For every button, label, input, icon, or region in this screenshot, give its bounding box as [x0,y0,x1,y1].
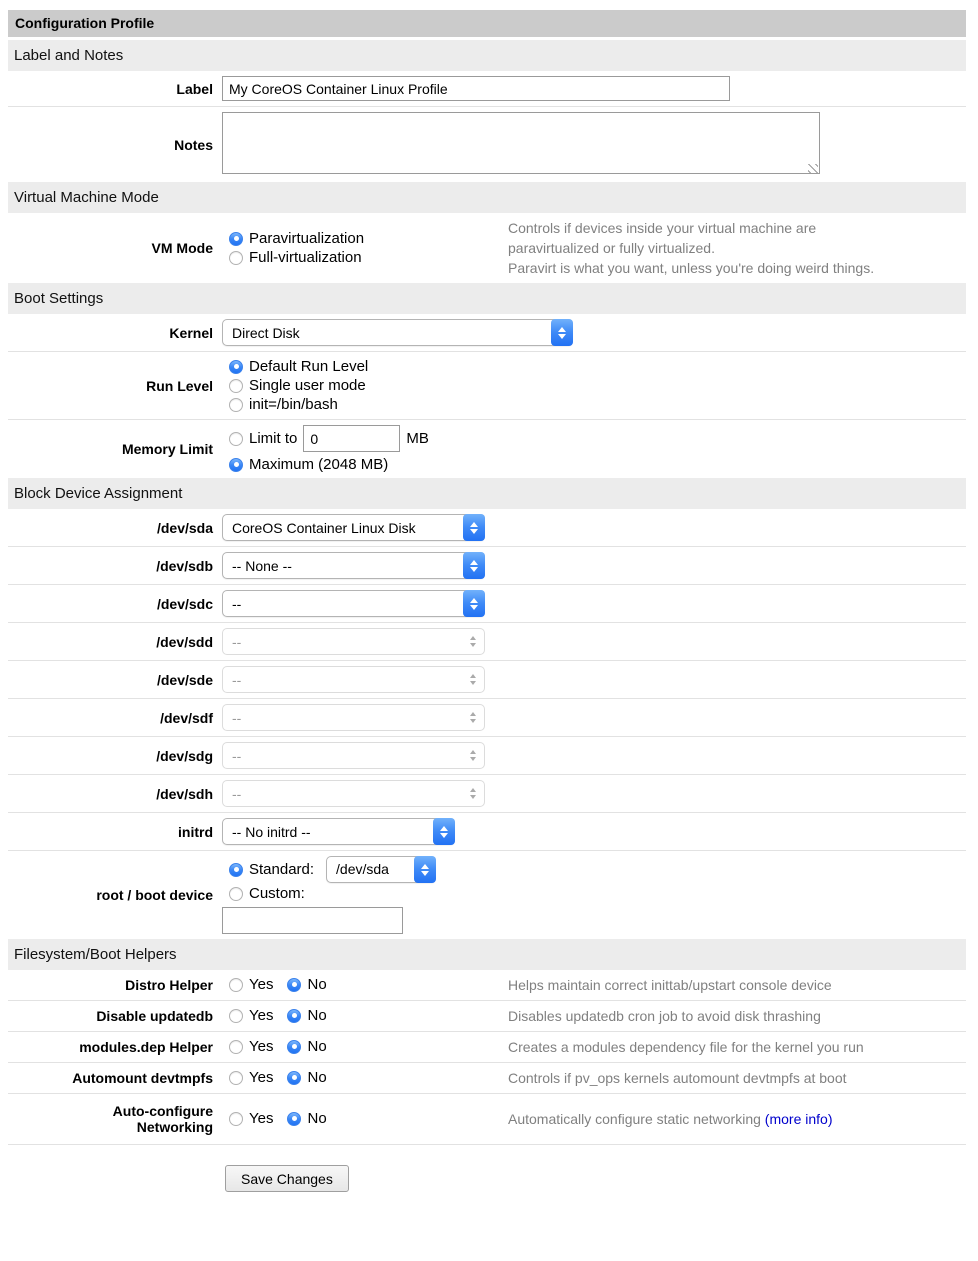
radio-selected-icon[interactable] [287,1112,301,1126]
option-label: Yes [249,1007,274,1025]
memory-limit-label: Memory Limit [121,441,213,457]
radio-selected-icon[interactable] [229,863,243,877]
sdf-select [222,704,485,731]
option-label: Yes [249,1069,274,1087]
memory-limit-input[interactable] [303,425,400,452]
sdb-select[interactable] [222,552,485,579]
section-virtual-machine-mode: Virtual Machine Mode [8,182,966,213]
auto-configure-networking-row [8,1094,966,1145]
run-level-option-init-bash[interactable] [229,395,508,414]
initrd-select-value: -- No initrd -- [232,823,311,840]
radio-selected-icon[interactable] [287,1009,301,1023]
memory-limit-row [8,420,966,478]
radio-selected-icon[interactable] [229,458,243,472]
run-level-option-default[interactable] [229,357,508,376]
configuration-profile-page [8,10,966,1208]
select-stepper-icon [463,552,485,579]
sde-select [222,666,485,693]
select-stepper-icon [470,781,476,806]
sdb-select-value: -- None -- [232,557,292,574]
disable-updatedb-yes-option[interactable] [229,1006,273,1025]
block-device-row-sda [8,509,966,547]
distro-helper-no-option[interactable] [287,975,326,994]
radio-unselected-icon[interactable] [229,887,243,901]
modules-dep-help-text: Creates a modules dependency file for the kernel you run [508,1039,864,1055]
sdc-select[interactable] [222,590,485,617]
automount-help-text: Controls if pv_ops kernels automount devtmpfs at boot [508,1070,847,1086]
disable-updatedb-label: Disable updatedb [96,1008,213,1024]
option-label: Single user mode [249,377,366,394]
label-text: Auto-configure Networking [112,1103,213,1135]
notes-textarea[interactable] [222,112,820,174]
section-filesystem-boot-helpers: Filesystem/Boot Helpers [8,939,966,970]
block-device-row-sdf [8,699,966,737]
select-stepper-icon [470,743,476,768]
device-label: /dev/sdc [156,595,213,612]
modules-dep-no-option[interactable] [287,1037,326,1056]
radio-unselected-icon[interactable] [229,379,243,393]
notes-field-label: Notes [174,136,213,153]
select-stepper-icon [551,319,573,346]
vm-mode-label: VM Mode [151,240,213,256]
option-label: Limit to [249,430,298,447]
vm-mode-row [8,213,966,283]
help-line: Paravirt is what you want, unless you're doing weird things. [508,260,875,276]
section-boot-settings: Boot Settings [8,283,966,314]
sdf-select-value: -- [232,709,242,726]
modules-dep-helper-row [8,1032,966,1063]
automount-yes-option[interactable] [229,1068,273,1087]
disable-updatedb-row [8,1001,966,1032]
distro-helper-row [8,970,966,1001]
sde-select-value: -- [232,671,242,688]
device-label: /dev/sde [156,671,213,688]
sdg-select [222,742,485,769]
run-level-option-single-user[interactable] [229,376,508,395]
radio-unselected-icon[interactable] [229,1009,243,1023]
option-label: Yes [249,1038,274,1056]
radio-unselected-icon[interactable] [229,1040,243,1054]
sdh-select [222,780,485,807]
option-label: Custom: [249,885,305,902]
root-device-option-standard[interactable] [229,856,436,883]
memory-unit-label: MB [406,430,429,447]
radio-unselected-icon[interactable] [229,398,243,412]
disable-updatedb-help-text: Disables updatedb cron job to avoid disk thrashing [508,1008,821,1024]
auto-configure-networking-label [8,1103,213,1135]
page-title: Configuration Profile [8,10,966,37]
option-label: No [307,976,327,994]
select-stepper-icon [414,856,436,883]
automount-no-option[interactable] [287,1068,326,1087]
save-changes-button[interactable]: Save Changes [225,1165,349,1192]
sdd-select [222,628,485,655]
block-device-row-sdd [8,623,966,661]
radio-unselected-icon[interactable] [229,1112,243,1126]
device-label: /dev/sdb [156,557,213,574]
root-boot-device-row [8,851,966,939]
auto-configure-help-text [508,1109,966,1129]
memory-limit-option-limit[interactable] [229,425,429,452]
memory-limit-option-maximum[interactable] [229,456,429,473]
radio-selected-icon[interactable] [229,232,243,246]
option-label: Standard: [249,861,315,878]
device-label: /dev/sdd [156,633,213,650]
device-label: /dev/sdf [160,709,213,726]
radio-selected-icon[interactable] [229,360,243,374]
label-input[interactable] [222,76,730,101]
root-device-option-custom[interactable] [229,884,436,904]
select-stepper-icon [470,705,476,730]
device-label: /dev/sda [156,519,213,536]
sdd-select-value: -- [232,633,242,650]
kernel-select-value: Direct Disk [232,324,300,341]
help-line: paravirtualized or fully virtualized. [508,240,715,256]
option-label: init=/bin/bash [249,396,338,413]
block-device-row-sdh [8,775,966,813]
modules-dep-yes-option[interactable] [229,1037,273,1056]
help-line: Controls if devices inside your virtual machine are [508,220,817,236]
vm-mode-option-paravirtualization[interactable] [229,229,508,248]
section-block-device-assignment: Block Device Assignment [8,478,966,509]
option-label: Paravirtualization [249,230,365,247]
option-label: Full-virtualization [249,249,362,266]
radio-unselected-icon[interactable] [229,978,243,992]
block-device-row-sdb [8,547,966,585]
radio-unselected-icon[interactable] [229,251,243,265]
sdh-select-value: -- [232,785,242,802]
option-label: No [307,1007,327,1025]
option-label: No [307,1110,327,1128]
option-label: Yes [249,976,274,994]
option-label: Default Run Level [249,358,369,375]
vm-mode-option-full-virtualization[interactable] [229,248,508,267]
kernel-select[interactable] [222,319,573,346]
distro-helper-label: Distro Helper [125,977,213,993]
disable-updatedb-no-option[interactable] [287,1006,326,1025]
section-label-and-notes: Label and Notes [8,40,966,71]
help-text: Automatically configure static networking [508,1111,761,1127]
run-level-label: Run Level [146,377,213,394]
distro-helper-help-text: Helps maintain correct inittab/upstart console device [508,977,832,993]
more-info-link[interactable]: (more info) [764,1111,833,1127]
kernel-label: Kernel [169,324,213,341]
kernel-row [8,314,966,352]
standard-device-select[interactable] [326,856,436,883]
save-row [8,1145,966,1208]
run-level-row [8,352,966,420]
custom-device-input[interactable] [222,907,403,934]
select-stepper-icon [463,514,485,541]
select-stepper-icon [470,629,476,654]
radio-unselected-icon[interactable] [229,432,243,446]
sdg-select-value: -- [232,747,242,764]
automount-devtmpfs-label: Automount devtmpfs [72,1070,213,1086]
block-device-row-sde [8,661,966,699]
select-stepper-icon [463,590,485,617]
label-row [8,71,966,107]
vm-mode-help-text [508,218,966,278]
auto-configure-yes-option[interactable] [229,1109,273,1128]
radio-unselected-icon[interactable] [229,1071,243,1085]
notes-row [8,107,966,182]
automount-devtmpfs-row [8,1063,966,1094]
block-device-row-sdc [8,585,966,623]
standard-device-select-value: /dev/sda [336,861,389,877]
modules-dep-helper-label: modules.dep Helper [79,1039,213,1055]
label-field-label: Label [176,80,213,97]
initrd-row [8,813,966,851]
radio-selected-icon[interactable] [287,978,301,992]
select-stepper-icon [433,818,455,845]
option-label: No [307,1069,327,1087]
sda-select[interactable] [222,514,485,541]
distro-helper-yes-option[interactable] [229,975,273,994]
sdc-select-value: -- [232,595,242,612]
initrd-select[interactable] [222,818,455,845]
select-stepper-icon [470,667,476,692]
root-boot-device-label: root / boot device [96,887,213,903]
block-device-row-sdg [8,737,966,775]
option-label: Maximum (2048 MB) [249,456,389,473]
option-label: No [307,1038,327,1056]
auto-configure-no-option[interactable] [287,1109,326,1128]
radio-selected-icon[interactable] [287,1040,301,1054]
initrd-label: initrd [178,823,213,840]
device-label: /dev/sdg [156,747,213,764]
sda-select-value: CoreOS Container Linux Disk [232,519,416,536]
device-label: /dev/sdh [156,785,213,802]
option-label: Yes [249,1110,274,1128]
radio-selected-icon[interactable] [287,1071,301,1085]
